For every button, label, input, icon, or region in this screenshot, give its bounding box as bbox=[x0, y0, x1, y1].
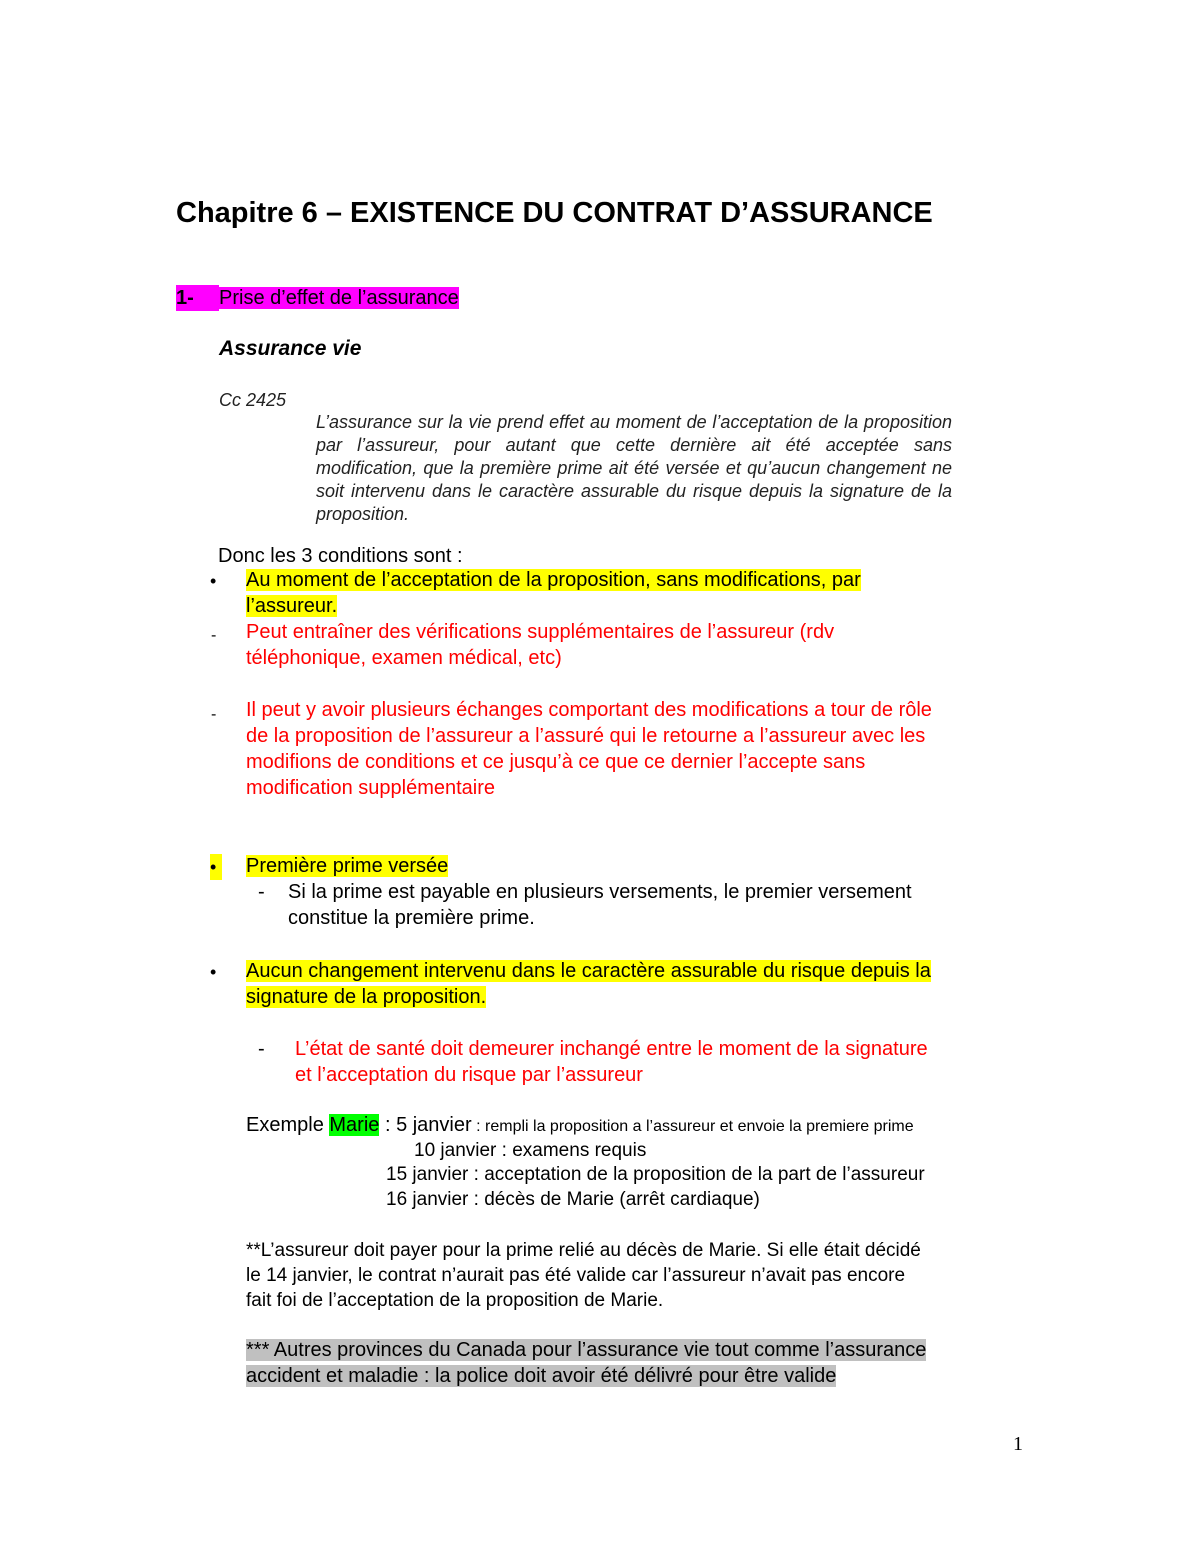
condition-3: Aucun changement intervenu dans le caractère assurable du risque depuis la signature de la proposition. bbox=[246, 960, 931, 1008]
bullet-dot: • bbox=[210, 571, 217, 591]
condition-3-note: L’état de santé doit demeurer inchangé entre le moment de la signature et l’acceptation du risque par l’assureur bbox=[295, 1038, 928, 1086]
dash-marker: - bbox=[211, 627, 217, 644]
subheading: Assurance vie bbox=[219, 337, 362, 360]
condition-2-note: Si la prime est payable en plusieurs versements, le premier versement constitue la première prime. bbox=[288, 881, 912, 929]
condition-1-note-1: Peut entraîner des vérifications supplémentaires de l’assureur (rdv téléphonique, examen médical, etc) bbox=[246, 621, 835, 669]
section-number: 1- bbox=[176, 285, 219, 311]
article-text: L’assurance sur la vie prend effet au moment de l’acceptation de la proposition par l’assureur, pour autant que cette dernière ait été acceptée sans modification, que la première prime ait été versée et qu’aucun changement ne soit intervenu dans le caractère assurable du risque depuis la signature de la proposition. bbox=[316, 412, 952, 524]
bullet-dot: • bbox=[210, 854, 222, 880]
dash-marker: - bbox=[258, 881, 265, 903]
example-line-4: 16 janvier : décès de Marie (arrêt cardiaque) bbox=[386, 1189, 760, 1210]
dash-marker: - bbox=[211, 706, 217, 723]
section-label: Prise d’effet de l’assurance bbox=[219, 287, 459, 309]
example-line-2: 10 janvier : examens requis bbox=[414, 1140, 647, 1161]
dash-marker: - bbox=[258, 1038, 265, 1060]
other-provinces-note: *** Autres provinces du Canada pour l’assurance vie tout comme l’assurance accident et maladie : la police doit avoir été délivré pour être valide bbox=[246, 1339, 927, 1387]
article-reference: Cc 2425 bbox=[219, 390, 287, 410]
condition-1-note-2: Il peut y avoir plusieurs échanges comportant des modifications a tour de rôle de la proposition de l’assureur a l’assuré qui le retourne a l’assureur avec les modifions de conditions et ce jusqu’à ce que ce dernier l’accepte sans modification supplémentaire bbox=[246, 699, 932, 799]
example-name: Marie bbox=[329, 1114, 380, 1136]
page-number: 1 bbox=[1013, 1433, 1023, 1455]
example-line-3: 15 janvier : acceptation de la proposition de la part de l’assureur bbox=[386, 1164, 925, 1185]
condition-1: Au moment de l’acceptation de la proposition, sans modifications, par l’assureur. bbox=[246, 569, 861, 617]
note-paragraph: **L’assureur doit payer pour la prime relié au décès de Marie. Si elle était décidé le 14 janvier, le contrat n’aurait pas été valide car l’assureur n’avait pas encore fait foi de l’acceptation de la proposition de Marie. bbox=[246, 1240, 921, 1311]
bullet-dot: • bbox=[210, 962, 217, 982]
conditions-intro: Donc les 3 conditions sont : bbox=[218, 545, 463, 567]
page-title: Chapitre 6 – EXISTENCE DU CONTRAT D’ASSURANCE bbox=[176, 197, 933, 229]
section-heading bbox=[176, 285, 459, 311]
example-line-1: Exemple Marie : 5 janvier : rempli la proposition a l’assureur et envoie la premiere prime bbox=[246, 1114, 914, 1136]
condition-2: Première prime versée bbox=[246, 855, 449, 877]
